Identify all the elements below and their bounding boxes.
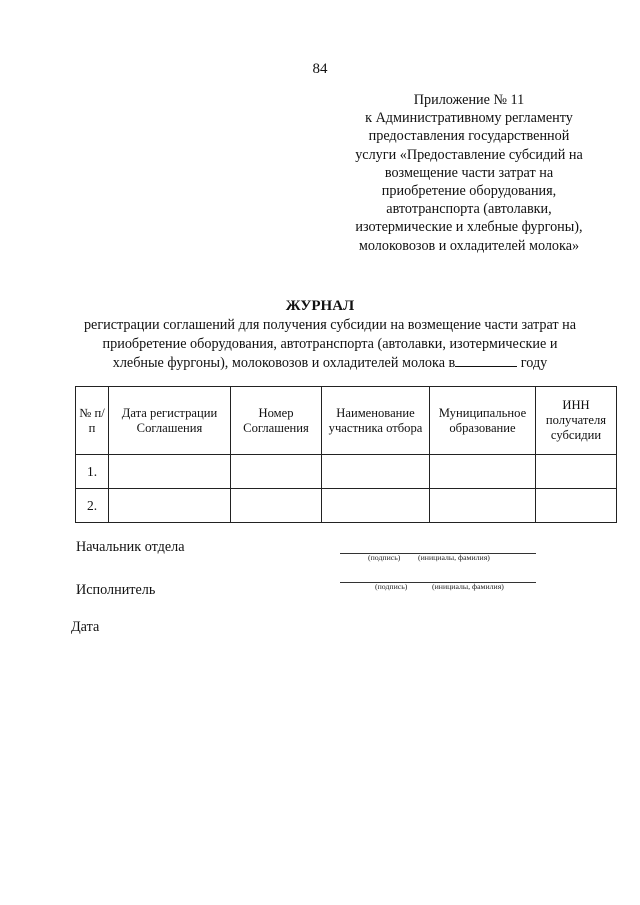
table-cell [536,455,617,489]
table-cell: 2. [76,489,109,523]
table-cell [231,455,322,489]
column-header-inn: ИНН получателя субсидии [536,387,617,455]
appendix-line: приобретение оборудования, [381,183,557,200]
appendix-line: автотранспорта (автолавки, [386,201,552,218]
column-header-agreement-number: Номер Соглашения [231,387,322,455]
year-blank-line [455,354,517,367]
table-cell [231,489,322,523]
table-cell [322,455,430,489]
date-label: Дата [71,619,100,635]
head-of-department-label: Начальник отдела [76,539,185,555]
journal-subtitle-line: приобретение оборудования, автотранспорта (автолавки, изотермические и [102,336,558,352]
table-cell [430,455,536,489]
appendix-header [338,91,600,255]
table-cell: 1. [76,455,109,489]
signature-hint: (подпись) [368,553,401,562]
appendix-line: услуги «Предоставление субсидий на [355,146,583,163]
table-cell [322,489,430,523]
column-header-number: № п/п [76,387,109,455]
appendix-line: Приложение № 11 [413,92,525,108]
table-cell [109,489,231,523]
journal-subtitle [60,316,600,373]
column-header-date: Дата регистрации Соглашения [109,387,231,455]
signature-hint: (подпись) [375,582,408,591]
table-cell [430,489,536,523]
table-cell [536,489,617,523]
name-hint: (инициалы, фамилия) [432,582,504,591]
appendix-line: изотермические и хлебные фургоны), [355,219,583,236]
appendix-line: молоковозов и охладителей молока» [358,237,580,254]
table-row [76,489,617,523]
page-number: 84 [312,61,328,77]
column-header-participant: Наименование участника отбора [322,387,430,455]
executor-label: Исполнитель [76,582,156,598]
table-row [76,455,617,489]
journal-subtitle-text: хлебные фургоны), молоковозов и охладителей молока в [112,355,456,371]
table-cell [109,455,231,489]
column-header-municipality: Муниципальное образование [430,387,536,455]
journal-subtitle-line: регистрации соглашений для получения субсидии на возмещение части затрат на [83,317,577,333]
appendix-line: предоставления государственной [368,128,570,145]
appendix-line: возмещение части затрат на [384,164,554,181]
journal-subtitle-line-3 [60,354,600,373]
table-header-row [76,387,617,455]
registration-table [75,386,617,523]
journal-subtitle-text: году [520,355,548,371]
name-hint: (инициалы, фамилия) [418,553,490,562]
journal-title: ЖУРНАЛ [285,298,355,314]
appendix-line: к Административному регламенту [365,110,573,127]
